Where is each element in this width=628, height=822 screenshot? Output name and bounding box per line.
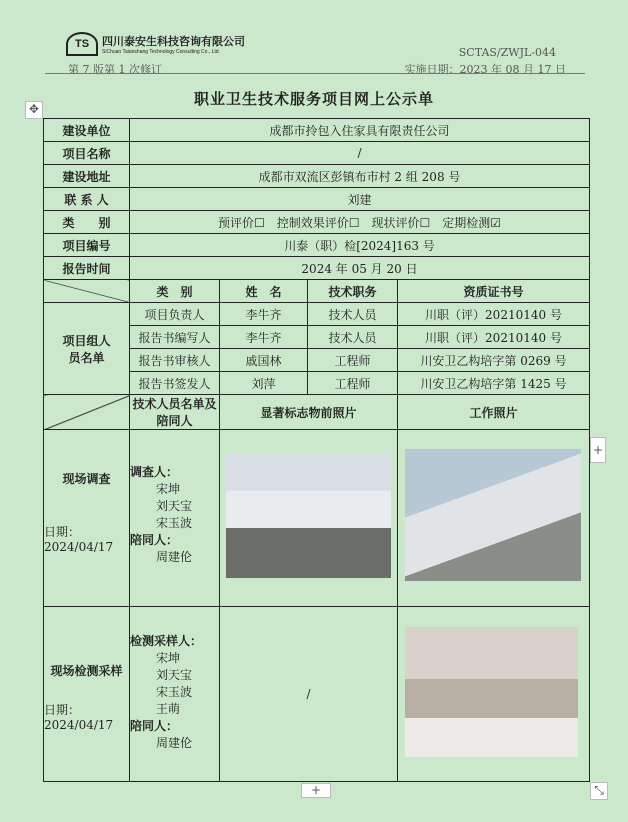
team-cell: 报告书编写人 (130, 326, 220, 349)
info-label: 项目名称 (44, 142, 130, 165)
survey-date: 2024/04/17 (44, 540, 114, 554)
team-cell: 报告书审核人 (130, 349, 220, 372)
info-label: 联 系 人 (44, 188, 130, 211)
companion-label: 陪同人： (130, 719, 179, 733)
team-cell: 技术人员 (308, 303, 398, 326)
info-value: 成都市双流区彭镇布市村 2 组 208 号 (130, 165, 590, 188)
companion-name: 周建伦 (156, 550, 193, 564)
team-cell: 川职（评）20210140 号 (398, 326, 590, 349)
sampler-name: 宋坤 (156, 651, 181, 665)
info-label: 类 别 (44, 211, 130, 234)
info-row (44, 234, 590, 257)
team-cell: 李牛齐 (220, 303, 308, 326)
companion-label: 陪同人： (130, 533, 179, 547)
team-cell: 李牛齐 (220, 326, 308, 349)
col-header: 显著标志物前照片 (220, 395, 398, 430)
info-value: 成都市拎包入住家具有限责任公司 (130, 119, 590, 142)
date-label: 日期： (44, 525, 81, 539)
sampler-name: 王萌 (156, 702, 181, 716)
doc-code: SCTAS/ZWJL-044 (458, 46, 556, 59)
info-value: / (130, 142, 590, 165)
info-row (44, 257, 590, 280)
team-row (44, 303, 590, 326)
col-header: 资质证书号 (398, 280, 590, 303)
col-header: 工作照片 (398, 395, 590, 430)
company-logo (66, 32, 245, 56)
team-cell: 川职（评）20210140 号 (398, 303, 590, 326)
sampling-label: 现场检测采样 (50, 664, 123, 678)
col-header: 技术职务 (308, 280, 398, 303)
team-cell: 报告书签发人 (130, 372, 220, 395)
diagonal-cell (44, 395, 130, 430)
survey-label: 现场调查 (62, 472, 111, 486)
col-header: 姓 名 (220, 280, 308, 303)
date-label: 日期： (44, 703, 81, 717)
team-cell: 技术人员 (308, 326, 398, 349)
investigator-label: 调查人： (130, 465, 179, 479)
info-label: 建设地址 (44, 165, 130, 188)
photo-header-row (44, 395, 590, 430)
page-title: 职业卫生技术服务项目网上公示单 (193, 90, 434, 108)
team-cell: 川安卫乙构培字第 1425 号 (398, 372, 590, 395)
survey-work-photo (405, 449, 581, 581)
info-label: 项目编号 (44, 234, 130, 257)
info-row (44, 165, 590, 188)
team-header-row (44, 280, 590, 303)
team-cell: 川安卫乙构培字第 0269 号 (398, 349, 590, 372)
info-value: 预评价☐ 控制效果评价☐ 现状评价☐ 定期检测☑ (130, 211, 590, 234)
team-cell: 戚国林 (220, 349, 308, 372)
company-name: 四川泰安生科技咨询有限公司 (102, 36, 245, 48)
info-label: 报告时间 (44, 257, 130, 280)
add-row-button[interactable]: + (301, 783, 331, 798)
sampling-work-photo (405, 627, 578, 757)
info-value: 2024 年 05 月 20 日 (130, 257, 590, 280)
team-cell: 刘萍 (220, 372, 308, 395)
info-value: 刘建 (130, 188, 590, 211)
logo-icon: TS (66, 32, 98, 56)
move-handle-icon[interactable]: ✥ (25, 101, 43, 119)
investigator-name: 宋坤 (156, 482, 181, 496)
effective-date: 实施日期：2023 年 08 月 17 日 (404, 63, 566, 76)
sampler-name: 刘天宝 (156, 668, 193, 682)
col-header: 类 别 (130, 280, 220, 303)
team-cell: 工程师 (308, 349, 398, 372)
landmark-photo-empty: / (220, 607, 398, 782)
header-rule (45, 73, 585, 74)
company-name-en: SiChuan Taianshang Technology Consulting Co., Ltd. (102, 49, 220, 55)
team-cell: 项目负责人 (130, 303, 220, 326)
team-cell: 工程师 (308, 372, 398, 395)
diagonal-cell (44, 280, 130, 303)
info-row (44, 211, 590, 234)
info-row (44, 188, 590, 211)
survey-landmark-photo (226, 453, 391, 578)
col-header: 技术人员名单及陪同人 (130, 395, 220, 430)
sampler-label: 检测采样人： (130, 634, 203, 648)
team-label: 项目组人员名单 (44, 303, 130, 395)
investigator-name: 宋玉波 (156, 516, 193, 530)
info-value: 川泰（职）检[2024]163 号 (130, 234, 590, 257)
add-column-button[interactable]: + (590, 437, 606, 463)
info-label: 建设单位 (44, 119, 130, 142)
version: 第 7 版第 1 次修订 (68, 63, 162, 76)
resize-handle-icon[interactable]: ⤡ (590, 782, 608, 800)
companion-name: 周建伦 (156, 736, 193, 750)
investigator-name: 刘天宝 (156, 499, 193, 513)
sampler-name: 宋玉波 (156, 685, 193, 699)
sampling-date: 2024/04/17 (44, 718, 114, 732)
info-row (44, 142, 590, 165)
info-row (44, 119, 590, 142)
